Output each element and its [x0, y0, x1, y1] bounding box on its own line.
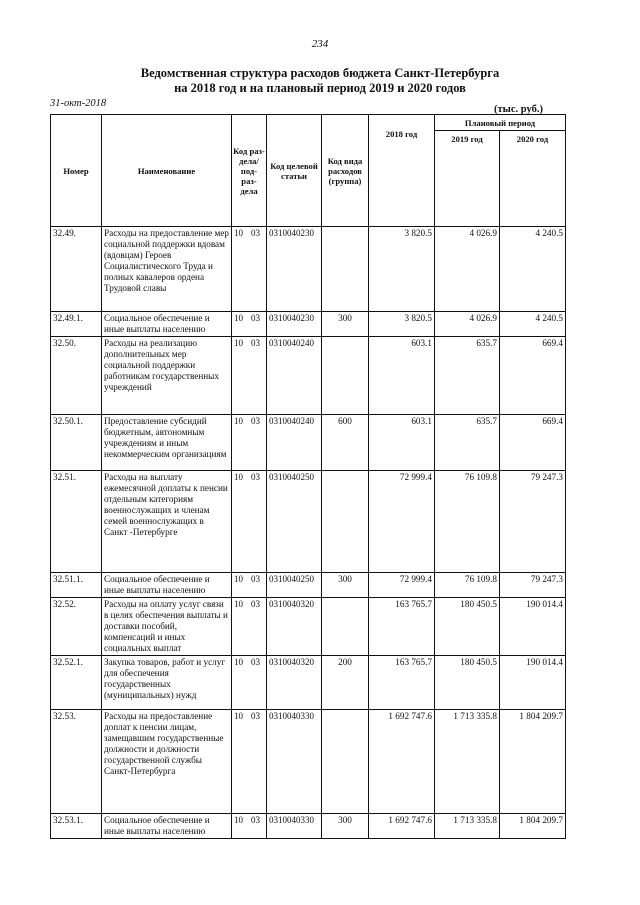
- row-2018-value: 603.1: [369, 415, 435, 471]
- row-expense-type: [322, 598, 369, 656]
- row-section-code: [232, 710, 267, 814]
- table-row: [51, 312, 566, 337]
- row-2019-value: 4 026.9: [435, 312, 500, 337]
- row-section-code: [232, 337, 267, 415]
- row-section-code: [232, 471, 267, 573]
- row-expense-type: [322, 227, 369, 312]
- row-2018-value: 1 692 747.6: [369, 710, 435, 814]
- row-section-code: [232, 415, 267, 471]
- row-2019-value: 76 109.8: [435, 573, 500, 598]
- row-2018-value: 72 999.4: [369, 573, 435, 598]
- budget-table: [50, 114, 566, 839]
- row-section: 10: [234, 416, 243, 426]
- row-name: Расходы на оплату услуг связи в целях обеспечения выплаты и доставки пособий, компенсаций и иных социальных выплат: [102, 598, 232, 656]
- row-2019-value: 635.7: [435, 337, 500, 415]
- row-2018-value: 603.1: [369, 337, 435, 415]
- header-name: Наименование: [102, 115, 232, 227]
- title-line-1: Ведомственная структура расходов бюджета Санкт-Петербурга: [140, 66, 500, 80]
- row-section-code: [232, 573, 267, 598]
- row-expense-type: 600: [322, 415, 369, 471]
- row-section: 10: [234, 711, 243, 721]
- row-2019-value: 76 109.8: [435, 471, 500, 573]
- row-2019-value: 1 713 335.8: [435, 814, 500, 839]
- row-name: Закупка товаров, работ и услуг для обеспечения государственных (муниципальных) нужд: [102, 656, 232, 710]
- header-number: Номер: [51, 115, 102, 227]
- header-2020: 2020 год: [500, 131, 566, 227]
- row-2018-value: 3 820.5: [369, 227, 435, 312]
- row-2020-value: 1 804 209.7: [500, 814, 566, 839]
- header-target-code: Код целевой статьи: [267, 115, 322, 227]
- row-subsection: 03: [251, 599, 260, 609]
- row-name: Предоставление субсидий бюджетным, автономным учреждениям и иным некоммерческим организациям: [102, 415, 232, 471]
- row-name: Социальное обеспечение и иные выплаты населению: [102, 814, 232, 839]
- row-name: Расходы на предоставление мер социальной поддержки вдовам (вдовцам) Героев Социалистического Труда и полных кавалеров ордена Трудовой славы: [102, 227, 232, 312]
- row-target-code: 0310040240: [267, 337, 322, 415]
- row-subsection: 03: [251, 574, 260, 584]
- row-2019-value: 4 026.9: [435, 227, 500, 312]
- row-target-code: 0310040320: [267, 656, 322, 710]
- table-row: [51, 598, 566, 656]
- row-section: 10: [234, 657, 243, 667]
- row-subsection: 03: [251, 657, 260, 667]
- row-target-code: 0310040330: [267, 814, 322, 839]
- units-label: (тыс. руб.): [494, 104, 543, 115]
- row-name: Расходы на предоставление доплат к пенсии лицам, замещавшим государственные должности и должности государственной службы Санкт-Петербурга: [102, 710, 232, 814]
- row-section-code: [232, 598, 267, 656]
- row-expense-type: 300: [322, 573, 369, 598]
- row-section-code: [232, 312, 267, 337]
- header-2018: 2018 год: [369, 115, 435, 227]
- row-target-code: 0310040320: [267, 598, 322, 656]
- row-2020-value: 669.4: [500, 337, 566, 415]
- row-expense-type: 300: [322, 312, 369, 337]
- row-name: Социальное обеспечение и иные выплаты населению: [102, 573, 232, 598]
- row-section: 10: [234, 815, 243, 825]
- row-number: 32.51.: [51, 471, 102, 573]
- row-number: 32.49.1.: [51, 312, 102, 337]
- row-2020-value: 4 240.5: [500, 312, 566, 337]
- row-target-code: 0310040230: [267, 312, 322, 337]
- document-date: 31-окт-2018: [50, 98, 107, 109]
- row-expense-type: 200: [322, 656, 369, 710]
- table-row: [51, 710, 566, 814]
- row-name: Расходы на реализацию дополнительных мер социальной поддержки работникам государственных учреждений: [102, 337, 232, 415]
- row-2019-value: 180 450.5: [435, 656, 500, 710]
- row-2020-value: 190 014.4: [500, 656, 566, 710]
- row-2019-value: 180 450.5: [435, 598, 500, 656]
- row-2020-value: 4 240.5: [500, 227, 566, 312]
- table-body: [51, 227, 566, 839]
- row-number: 32.50.1.: [51, 415, 102, 471]
- row-target-code: 0310040230: [267, 227, 322, 312]
- row-section: 10: [234, 228, 243, 238]
- row-2018-value: 163 765.7: [369, 656, 435, 710]
- table-row: [51, 573, 566, 598]
- row-section: 10: [234, 599, 243, 609]
- row-2019-value: 635.7: [435, 415, 500, 471]
- row-name: Расходы на выплату ежемесячной доплаты к пенсии отдельным категориям военнослужащих и членам семей военнослужащих в Санкт -Петербурге: [102, 471, 232, 573]
- row-number: 32.49.: [51, 227, 102, 312]
- row-2020-value: 79 247.3: [500, 573, 566, 598]
- row-2020-value: 669.4: [500, 415, 566, 471]
- row-subsection: 03: [251, 815, 260, 825]
- row-2018-value: 1 692 747.6: [369, 814, 435, 839]
- row-section: 10: [234, 338, 243, 348]
- header-section-code: Код раз- дела/ под- раз- дела: [232, 115, 267, 227]
- table-row: [51, 814, 566, 839]
- row-section-code: [232, 227, 267, 312]
- row-section: 10: [234, 313, 243, 323]
- table-row: [51, 471, 566, 573]
- row-2018-value: 72 999.4: [369, 471, 435, 573]
- header-planned-period: Плановый период: [435, 115, 566, 131]
- row-subsection: 03: [251, 711, 260, 721]
- document-title: [0, 66, 640, 96]
- table-row: [51, 656, 566, 710]
- row-expense-type: [322, 337, 369, 415]
- header-2019: 2019 год: [435, 131, 500, 227]
- row-subsection: 03: [251, 416, 260, 426]
- row-2018-value: 3 820.5: [369, 312, 435, 337]
- row-target-code: 0310040240: [267, 415, 322, 471]
- row-number: 32.50.: [51, 337, 102, 415]
- row-number: 32.52.1.: [51, 656, 102, 710]
- row-number: 32.51.1.: [51, 573, 102, 598]
- row-name: Социальное обеспечение и иные выплаты населению: [102, 312, 232, 337]
- row-2020-value: 79 247.3: [500, 471, 566, 573]
- row-target-code: 0310040250: [267, 573, 322, 598]
- row-subsection: 03: [251, 313, 260, 323]
- row-section-code: [232, 814, 267, 839]
- row-subsection: 03: [251, 472, 260, 482]
- row-section-code: [232, 656, 267, 710]
- row-2019-value: 1 713 335.8: [435, 710, 500, 814]
- row-section: 10: [234, 472, 243, 482]
- row-2020-value: 190 014.4: [500, 598, 566, 656]
- row-number: 32.52.: [51, 598, 102, 656]
- title-line-2: на 2018 год и на плановый период 2019 и 2020 годов: [174, 81, 466, 95]
- row-subsection: 03: [251, 338, 260, 348]
- row-2018-value: 163 765.7: [369, 598, 435, 656]
- row-subsection: 03: [251, 228, 260, 238]
- header-expense-type-code: Код вида расходов (группа): [322, 115, 369, 227]
- row-expense-type: 300: [322, 814, 369, 839]
- row-number: 32.53.1.: [51, 814, 102, 839]
- page-number: 234: [311, 38, 329, 50]
- row-number: 32.53.: [51, 710, 102, 814]
- table-row: [51, 227, 566, 312]
- row-target-code: 0310040330: [267, 710, 322, 814]
- row-2020-value: 1 804 209.7: [500, 710, 566, 814]
- row-expense-type: [322, 471, 369, 573]
- row-target-code: 0310040250: [267, 471, 322, 573]
- row-expense-type: [322, 710, 369, 814]
- table-row: [51, 415, 566, 471]
- table-row: [51, 337, 566, 415]
- row-section: 10: [234, 574, 243, 584]
